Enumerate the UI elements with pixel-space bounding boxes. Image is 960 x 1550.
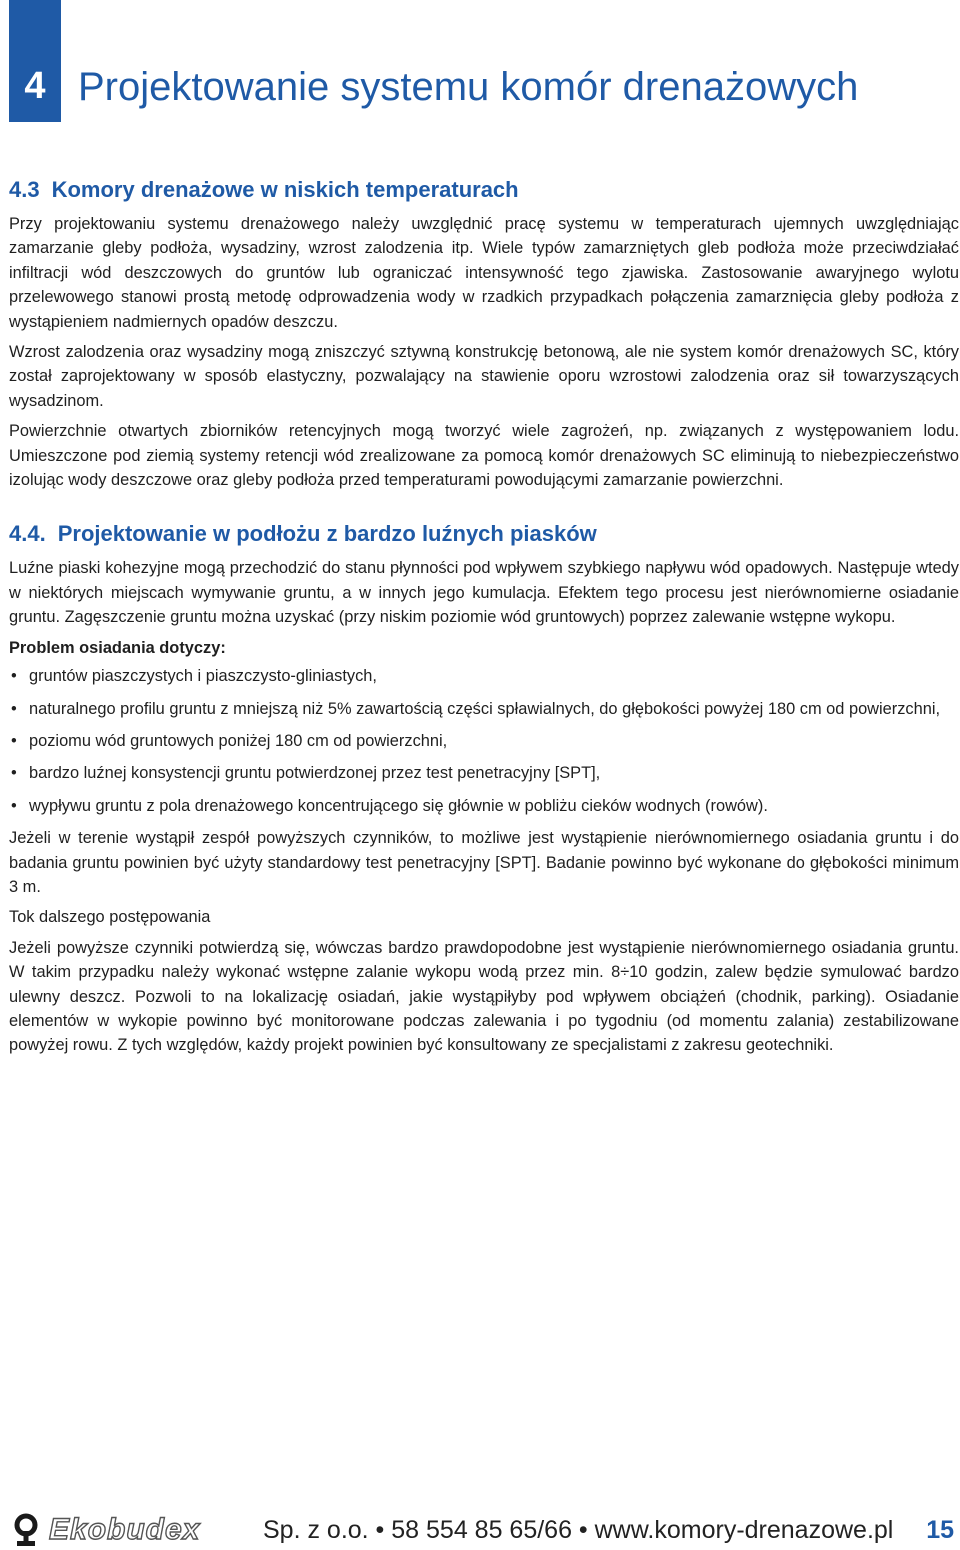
problem-label: Problem osiadania dotyczy: [9,638,226,657]
page-content [9,174,959,1064]
chapter-title: Projektowanie systemu komór drenażowych [78,65,859,109]
paragraph: Przy projektowaniu systemu drenażowego należy uwzględnić pracę systemu w temperaturach ujemnych uwzględniając zamarzanie gleby podłoża, wysadziny, wzrost zalodzenia itp. Wiele typów zamarzniętych gleb podłoża może przeciwdziałać infiltracji wód deszczowych do gruntów lub ograniczać intensywność tego zjawiska. Zastosowanie awaryjnego wylotu przelewowego stanowi prostą metodę odprowadzenia wody w rzadkich przypadkach połączenia zamarznięcia gleby podłoża z wystąpieniem nadmiernych opadów deszczu. [9,215,959,331]
ekobudex-logo-icon [9,1513,43,1547]
list-item: • bardzo luźnej konsystencji gruntu potwierdzonej przez test penetracyjny [SPT], [9,761,959,785]
footer [9,1510,954,1550]
section-title: Projektowanie w podłożu z bardzo luźnych piasków [57,521,597,547]
list-item: • naturalnego profilu gruntu z mniejszą niż 5% zawartością części spławialnych, do głębokości powyżej 180 cm od powierzchni, [9,697,959,721]
section-title: Komory drenażowe w niskich temperaturach [51,177,519,202]
paragraph: Luźne piaski kohezyjne mogą przechodzić do stanu płynności pod wpływem szybkiego napływu wód opadowych. Następuje wtedy w niektórych miejscach wymywanie gruntu, a w innych jego kumulacja. Efektem tego procesu jest nierównomierne osiadanie gruntu. Zagęszczenie gruntu można uzyskać (przy niskim poziomie wód gruntowych) poprzez zalewanie wstępne wykopu. [9,559,959,627]
procedure-label: Tok dalszego postępowania [9,908,211,927]
paragraph: Powierzchnie otwartych zbiorników retencyjnych mogą tworzyć wiele zagrożeń, np. związanych z występowaniem lodu. Umieszczone pod ziemią systemy retencji wód zrealizowane za pomocą komór drenażowych SC eliminują to niebezpieczeństwo izolując wody deszczowe oraz gleby podłoża przed temperaturami powodującymi zamarzanie powierzchni. [9,422,959,490]
section-number: 4.3 [9,177,40,202]
section-heading-4-4 [9,518,959,550]
chapter-number-box [9,0,61,122]
paragraph: Jeżeli powyższe czynniki potwierdzą się, wówczas bardzo prawdopodobne jest wystąpienie nierównomiernego osiadania gruntu. W takim przypadku należy wykonać wstępne zalanie wykopu wodą przez min. 8÷10 godzin, zalew będzie symulować bardzo ulewny deszcz. Pozwoli to na lokalizację osiadań, jakie wystąpiłyby pod wpływem obciążeń (chodnik, parking). Osiadanie elementów w wykopie powinno być monitorowane podczas zalewania i po tygodniu (od momentu zalania) zestabilizowane powyżej rowu. Z tych względów, każdy projekt powinien być konsultowany ze specjalistami z zakresu geotechniki. [9,938,959,1055]
section-number: 4.4. [9,521,46,547]
bullet-list [9,664,959,818]
list-item: • gruntów piaszczystych i piaszczysto-gliniastych, [9,664,959,688]
list-item: • poziomu wód gruntowych poniżej 180 cm od powierzchni, [9,729,959,753]
page-number: 15 [926,1515,954,1544]
section-heading-4-3 [9,174,959,206]
logo-text: Ekobudex [49,1513,249,1547]
list-item: • wypływu gruntu z pola drenażowego koncentrującego się głównie w pobliżu cieków wodnych (rowów). [9,794,959,818]
chapter-number: 4 [24,65,46,107]
paragraph: Jeżeli w terenie wystąpił zespół powyższych czynników, to możliwe jest wystąpienie nierównomiernego osiadania gruntu i do badania gruntu powinien być użyty standardowy test penetracyjny [SPT]. Badanie powinno być wykonane do głębokości minimum 3 m. [9,829,959,896]
paragraph: Wzrost zalodzenia oraz wysadziny mogą zniszczyć sztywną konstrukcję betonową, ale nie system komór drenażowych SC, który został zaprojektowany w sposób elastyczny, pozwalający na stawienie oporu wzrostowi zalodzenia oraz sił towarzyszących wysadzinom. [9,343,959,410]
footer-contact-info: Sp. z o.o. • 58 554 85 65/66 • www.komory-drenazowe.pl [263,1515,894,1544]
